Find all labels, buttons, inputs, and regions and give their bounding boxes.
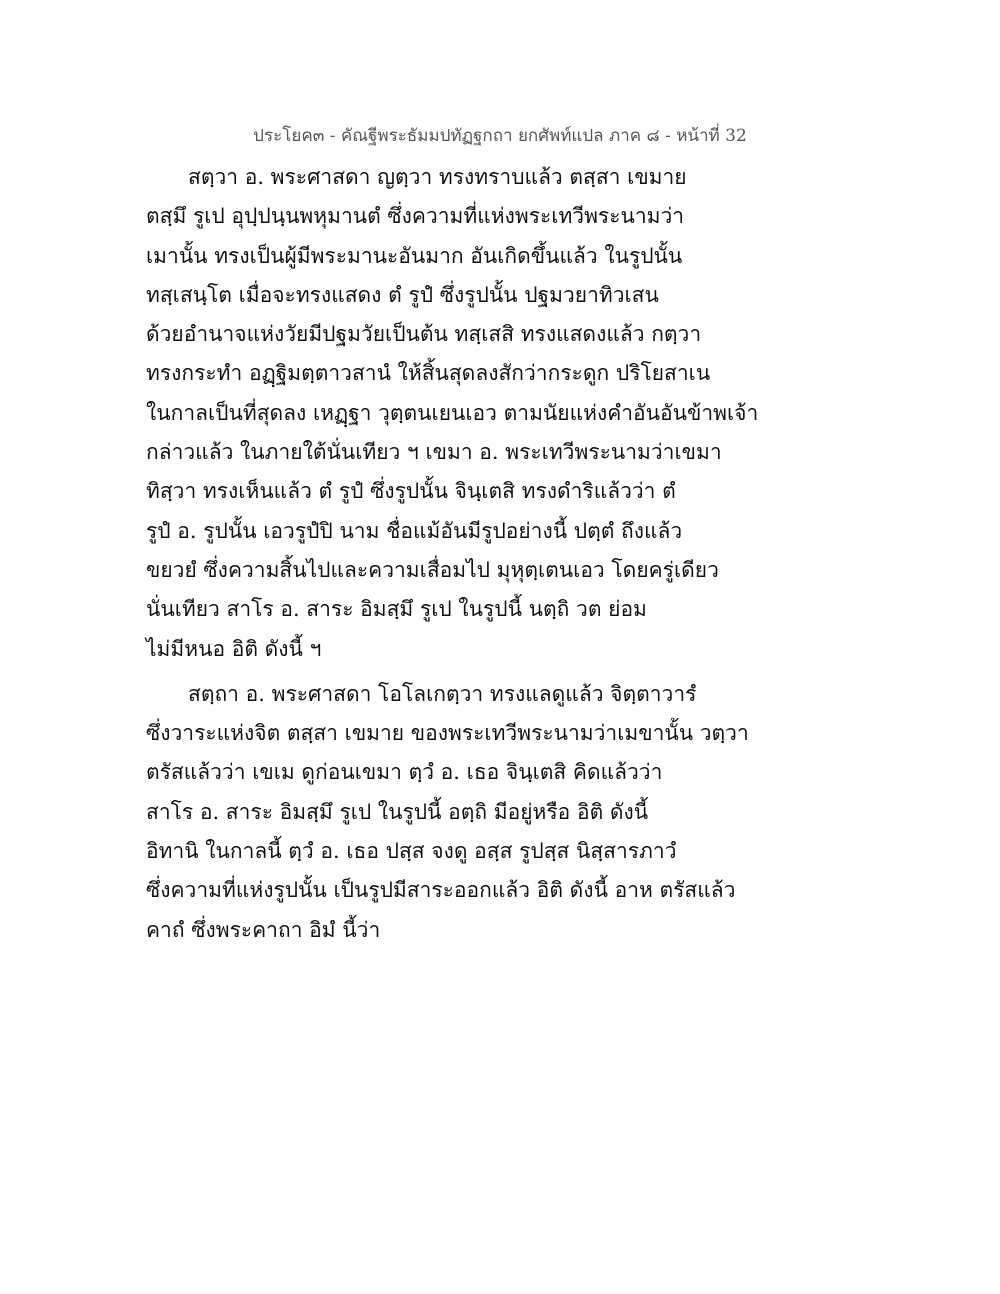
text-line: อิทานิ ในกาลนี้ ตฺวํ อ. เธอ ปสฺส จงดู อสฺส รูปสฺส นิสฺสารภาวํ: [146, 839, 677, 864]
paragraph-1: [146, 158, 759, 669]
text-line: สตฺวา อ. พระศาสดา ญตฺวา ทรงทราบแล้ว ตสฺสา เขมาย: [188, 165, 687, 189]
text-line: ในกาลเป็นที่สุดลง เหฏฺฐา วุตฺตนเยนเอว ตามนัยแห่งคำอันอันข้าพเจ้า: [146, 400, 759, 425]
text-line: ด้วยอำนาจแห่งวัยมีปฐมวัยเป็นต้น ทสฺเสสิ ทรงแสดงแล้ว กตฺวา: [146, 322, 702, 347]
text-line: ตสฺมึ รูเป อุปฺปนฺนพหุมานตํ ซึ่งความที่แห่งพระเทวีพระนามว่า: [146, 204, 685, 229]
running-header: ประโยค๓ - คัณฐีพระธัมมปทัฏฐกถา ยกศัพท์แปล ภาค ๘ - หน้าที่ 32: [253, 126, 747, 146]
text-line: เมานั้น ทรงเป็นผู้มีพระมานะอันมาก อันเกิดขึ้นแล้ว ในรูปนั้น: [146, 243, 683, 268]
text-line: ทรงกระทำ อฏฺฐิมตฺตาวสานํ ให้สิ้นสุดลงสักว่ากระดูก ปริโยสาเน: [146, 361, 711, 386]
text-line: ซึ่งวาระแห่งจิต ตสฺสา เขมาย ของพระเทวีพระนามว่าเมขานั้น วตฺวา: [146, 721, 749, 746]
text-line: ขยวยํ ซึ่งความสิ้นไปและความเสื่อมไป มุหุตฺเตนเอว โดยครู่เดียว: [146, 557, 719, 582]
text-line: ตรัสแล้วว่า เขเม ดูก่อนเขมา ตฺวํ อ. เธอ จินฺเตสิ คิดแล้วว่า: [146, 760, 663, 785]
text-line: ไม่มีหนอ อิติ ดังนี้ ฯ: [146, 636, 322, 661]
text-line: กล่าวแล้ว ในภายใต้นั่นเทียว ฯ เขมา อ. พระเทวีพระนามว่าเขมา: [146, 440, 722, 465]
text-line: คาถํ ซึ่งพระคาถา อิมํ นี้ว่า: [146, 917, 381, 942]
text-line: สาโร อ. สาระ อิมสฺมึ รูเป ในรูปนี้ อตฺถิ มีอยู่หรือ อิติ ดังนี้: [146, 799, 649, 824]
text-line: รูปํ อ. รูปนั้น เอวรูปํปิ นาม ชื่อแม้อันมีรูปอย่างนี้ ปตฺตํ ถึงแล้ว: [146, 518, 683, 543]
text-line: ทิสฺวา ทรงเห็นแล้ว ตํ รูปํ ซึ่งรูปนั้น จินฺเตสิ ทรงดำริแล้วว่า ตํ: [146, 479, 676, 504]
text-line: ซึ่งความที่แห่งรูปนั้น เป็นรูปมีสาระออกแล้ว อิติ ดังนี้ อาห ตรัสแล้ว: [146, 878, 736, 903]
text-line: นั่นเทียว สาโร อ. สาระ อิมสฺมึ รูเป ในรูปนี้ นตฺถิ วต ย่อม: [146, 597, 647, 622]
text-line: สตฺถา อ. พระศาสดา โอโลเกตฺวา ทรงแลดูแล้ว จิตฺตาวารํ: [188, 681, 697, 706]
body-text: [146, 158, 759, 950]
text-line: ทสฺเสนฺโต เมื่อจะทรงแสดง ตํ รูปํ ซึ่งรูปนั้น ปฐมวยาทิวเสน: [146, 282, 659, 307]
paragraph-2: [146, 675, 749, 950]
